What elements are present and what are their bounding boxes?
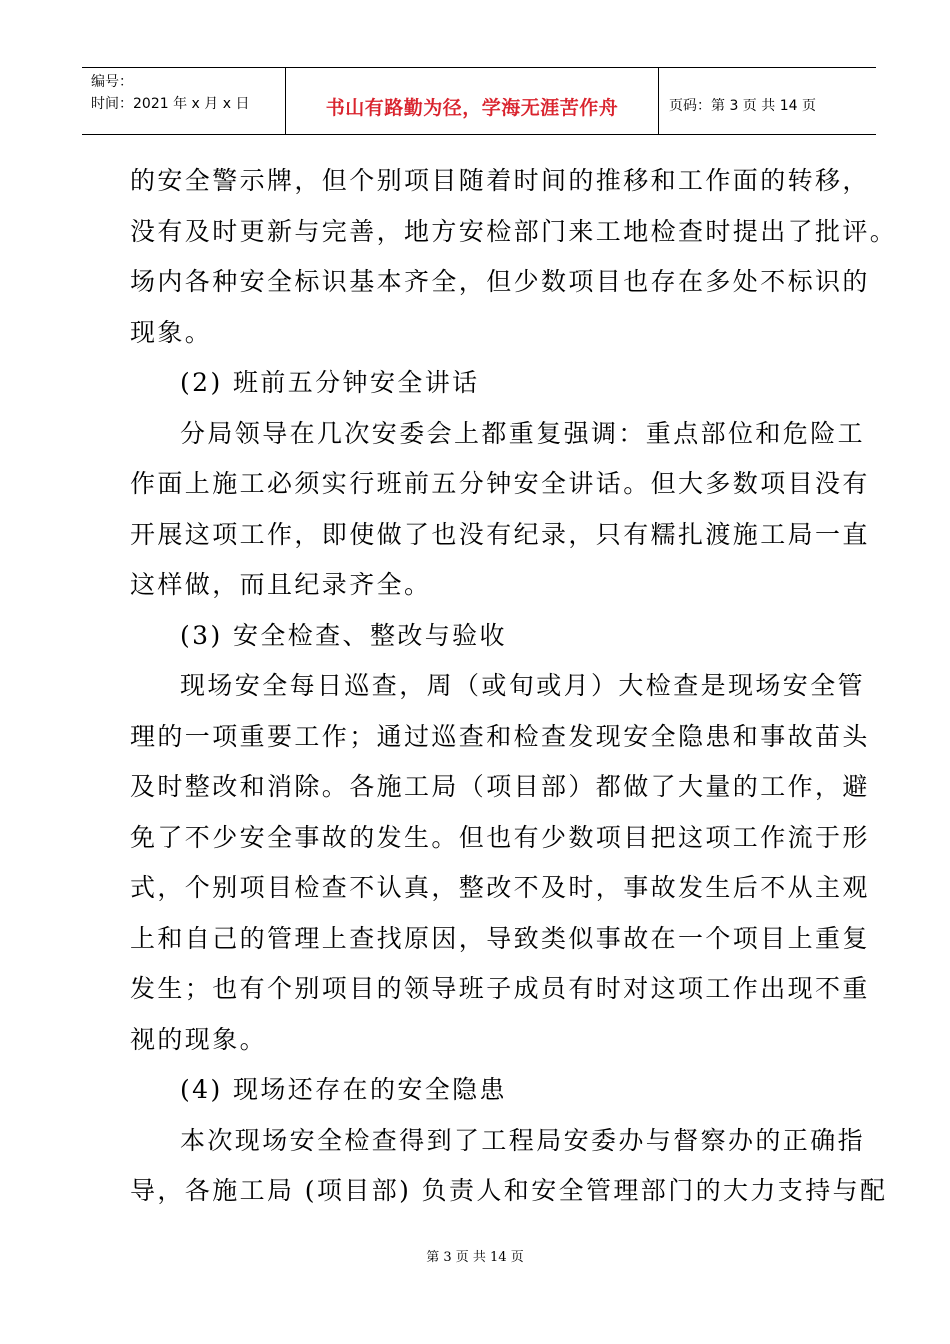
page-footer: 第 3 页 共 14 页: [426, 1250, 524, 1265]
body-line: 没有及时更新与完善，地方安检部门来工地检查时提出了批评。: [130, 217, 898, 246]
body-line: 免了不少安全事故的发生。但也有少数项目把这项工作流于形: [130, 823, 870, 852]
header-page-number: 页码：第 3 页 共 14 页: [669, 98, 816, 114]
page-header: [82, 67, 876, 135]
section-heading: (2) 班前五分钟安全讲话: [180, 368, 480, 397]
body-line: 本次现场安全检查得到了工程局安委办与督察办的正确指: [180, 1126, 866, 1155]
body-line: 视的现象。: [130, 1025, 268, 1054]
body-line: 式，个别项目检查不认真，整改不及时，事故发生后不从主观: [130, 873, 870, 902]
body-line: 现场安全每日巡查，周（或旬或月）大检查是现场安全管: [180, 671, 866, 700]
section-heading: (3) 安全检查、整改与验收: [180, 621, 507, 650]
body-line: 导，各施工局 (项目部) 负责人和安全管理部门的大力支持与配: [130, 1176, 888, 1205]
section-heading: (4) 现场还存在的安全隐患: [180, 1075, 507, 1104]
document-number-label: 编号：: [91, 74, 133, 90]
body-line: 理的一项重要工作；通过巡查和检查发现安全隐患和事故苗头: [130, 722, 870, 751]
body-line: 上和自己的管理上查找原因，导致类似事故在一个项目上重复: [130, 924, 870, 953]
header-info-cell: [82, 68, 286, 134]
body-line: 现象。: [130, 318, 213, 347]
header-page-cell: [659, 68, 876, 134]
body-line: 发生；也有个别项目的领导班子成员有时对这项工作出现不重: [130, 974, 870, 1003]
header-motto-cell: [286, 68, 659, 134]
body-line: 场内各种安全标识基本齐全，但少数项目也存在多处不标识的: [130, 267, 870, 296]
body-line: 这样做，而且纪录齐全。: [130, 570, 432, 599]
header-motto: 书山有路勤为径，学海无涯苦作舟: [325, 97, 619, 119]
body-line: 开展这项工作，即使做了也没有纪录，只有糯扎渡施工局一直: [130, 520, 870, 549]
document-time-label: 时间：2021 年 x 月 x 日: [91, 96, 250, 112]
body-line: 及时整改和消除。各施工局（项目部）都做了大量的工作，避: [130, 772, 870, 801]
body-line: 作面上施工必须实行班前五分钟安全讲话。但大多数项目没有: [130, 469, 870, 498]
body-line: 分局领导在几次安委会上都重复强调：重点部位和危险工: [180, 419, 866, 448]
body-line: 的安全警示牌，但个别项目随着时间的推移和工作面的转移，: [130, 166, 870, 195]
